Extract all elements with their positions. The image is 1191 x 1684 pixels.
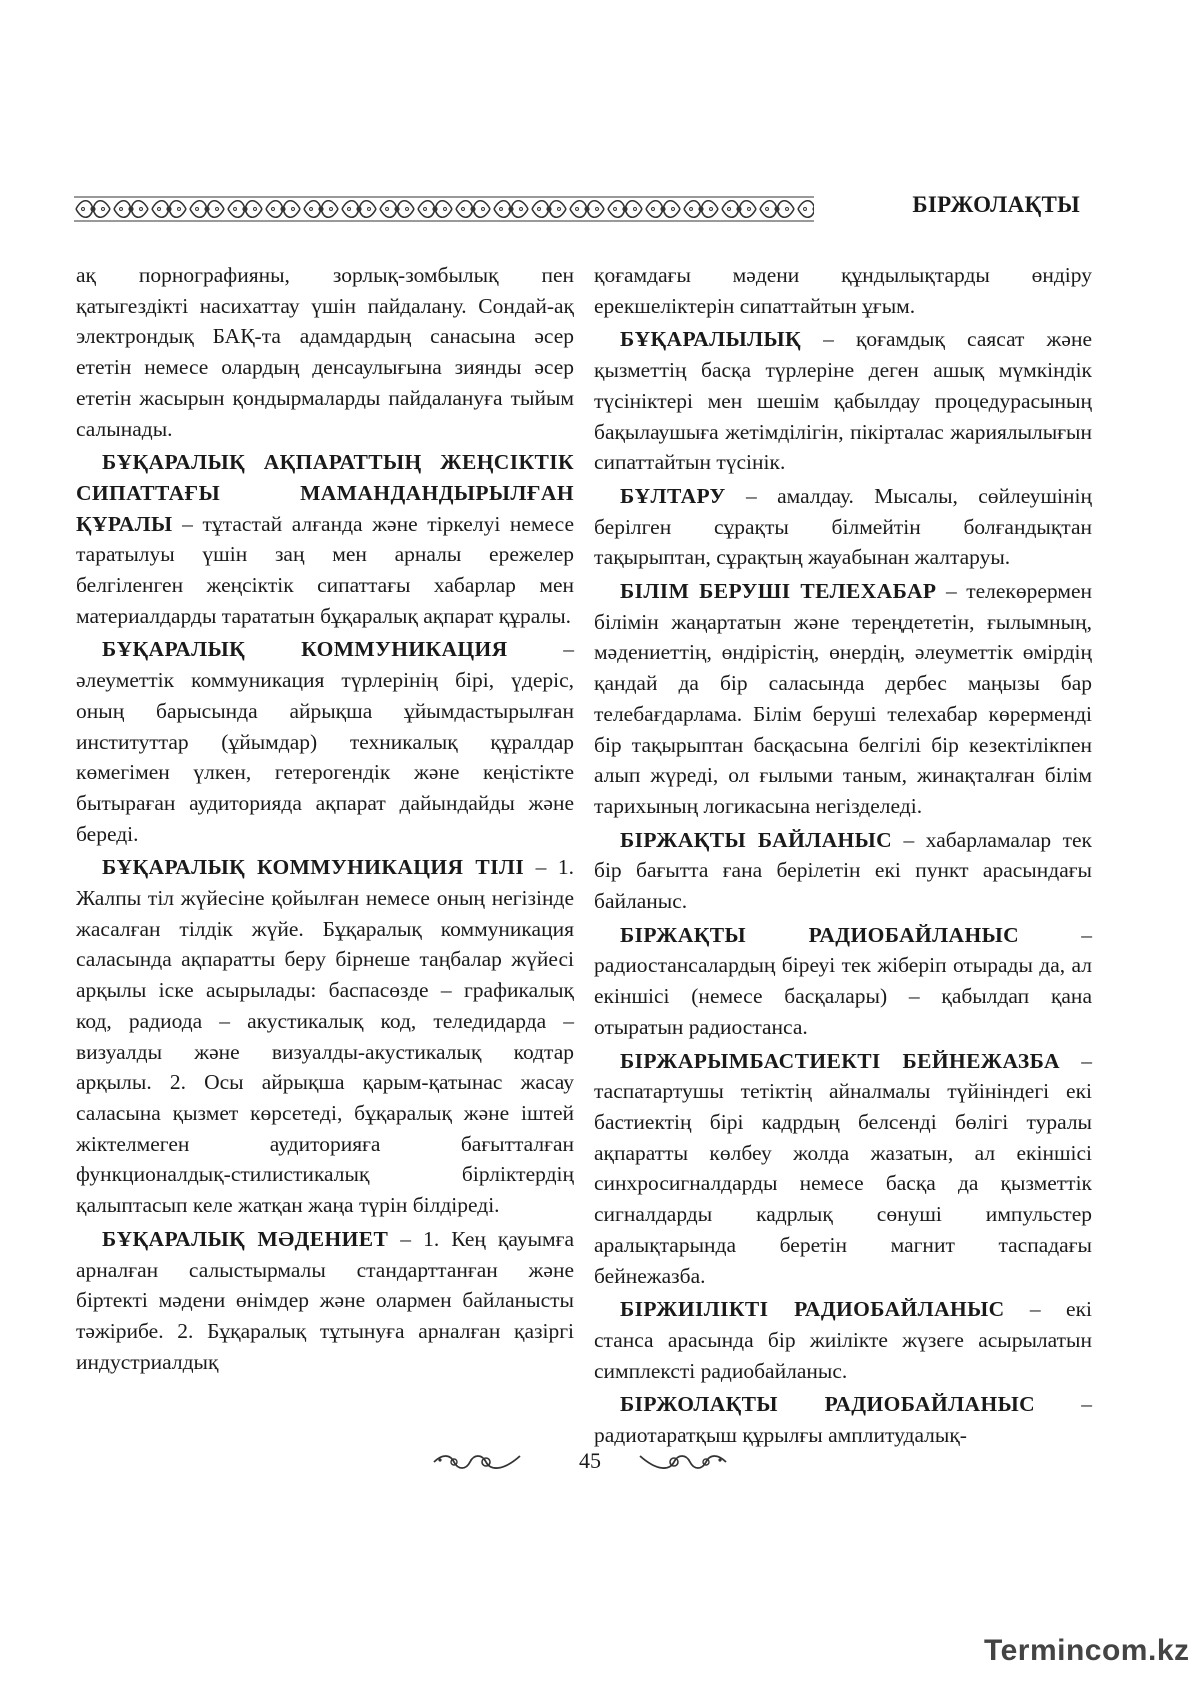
entry-term: БІРЖАРЫМБАСТИЕКТІ БЕЙНЕЖАЗБА — [620, 1048, 1060, 1073]
dictionary-entry — [594, 576, 1092, 822]
entry-definition: – 1. Кең қауымға арналған салыстырмалы стандарттанған және біртекті мәдени өнімдер және олармен байланысты тәжірибе. 2. Бұқаралық тұтынуға арналған қазіргі индустриалдық — [76, 1226, 574, 1374]
dictionary-entry — [76, 634, 574, 849]
entry-term: БҰҚАРАЛЫЛЫҚ — [620, 327, 802, 352]
page-footer — [0, 1442, 1191, 1482]
entry-definition: – радиостансалардың біреуі тек жіберіп отырады да, ал екіншісі (немесе басқалары) – қабылдап қана отыратын радиостанса. — [594, 922, 1093, 1039]
scroll-ornament-right-icon — [636, 1450, 728, 1474]
entry-term: БІЛІМ БЕРУШІ ТЕЛЕХАБАР — [620, 579, 937, 604]
entry-definition: – радиотаратқыш құрылғы амплитудалық- — [594, 1392, 1093, 1448]
entry-definition: – таспатартушы тетіктің айналмалы түйініндегі екі бастиектің бірі кадрдың белсенді бөлігі туралы ақпаратты көлбеу жолда жазатын, ал екіншісі синхросигналдарды немесе басқа да қызметтік сигналдарды кадрлық сөнуші импульстер аралықтарында беретін магнит таспадағы бейнежазба. — [594, 1048, 1092, 1288]
entry-term: БҰЛТАРУ — [620, 483, 726, 508]
termincom-logo-icon — [962, 1626, 1190, 1674]
right-column — [594, 260, 1092, 1451]
entry-term: БІРЖОЛАҚТЫ РАДИОБАЙЛАНЫС — [620, 1392, 1036, 1417]
entry-term: БҰҚАРАЛЫҚ КОММУНИКАЦИЯ — [102, 637, 508, 662]
dictionary-entry — [76, 447, 574, 631]
entry-continuation: қоғамдағы мәдени құндылықтарды өндіру ерекшеліктерін сипаттайтын ұғым. — [594, 263, 1092, 318]
entry-definition: – қоғамдық саясат және қызметтің басқа түрлеріне деген ашық мүмкіндік түсініктері мен шешім қабылдау процедурасының бақылаушыға жетімділігін, пікірталас жариялылығын сипаттайтын түсінік. — [594, 327, 1092, 475]
entry-term: БҰҚАРАЛЫҚ АҚПАРАТТЫҢ ЖЕҢСІКТІК СИПАТТАҒЫ МАМАНДАНДЫРЫЛҒАН ҚҰРАЛЫ — [76, 450, 574, 536]
page-number: 45 — [579, 1448, 601, 1473]
entry-definition: – екі станса арасында бір жиілікте жүзеге асырылатын симплексті радиобайланыс. — [594, 1297, 1092, 1383]
entry-definition: – хабарламалар тек бір бағытта ғана берілетін екі пункт арасындағы байланыс. — [594, 827, 1092, 914]
dictionary-entry — [594, 481, 1092, 573]
dictionary-entry — [76, 1224, 574, 1378]
entry-definition: – 1. Жалпы тіл жүйесіне қойылған немесе оның негізінде жасалған тілдік жүйе. Бұқаралық коммуникация саласында ақпаратты беру бірнеше таңбалар жүйесі арқылы іске асырылады: баспасөзде – графикалық код, радиода – акустикалық код, теледидарда – визуалды және визуалды-акустикалық кодтар арқылы. 2. Осы айрықша қарым-қатынас жасау саласына қызмет көрсетеді, бұқаралық және іштей жіктелмеген аудиторияға бағытталған функционалдық-стилистикалық бірліктердің қалыптасып келе жатқан жаңа түрін білдіреді. — [76, 855, 574, 1218]
watermark-text: Termincom.kz — [984, 1634, 1190, 1667]
entry-definition: – телекөрермен білімін жаңартатын және тереңдететін, ғылымның, мәдениеттің, өндірістің, өнердің, әлеуметтік өмірдің қандай да бір саласында дербес маңызы бар телебағдарлама. Білім беруші телехабар көрерменді бір тақырыптан басқасына белгілі бір кезектілікпен алып жүреді, ол ғылыми таным, жинақталған білім тарихының логикасына негізделеді. — [594, 579, 1092, 818]
running-head: БІРЖОЛАҚТЫ — [912, 192, 1080, 217]
entry-definition: – әлеуметтік коммуникация түрлерінің бірі, үдеріс, оның барысында айрықша ұйымдастырылған институттар (ұйымдар) техникалық құралдар көмегімен үлкен, гетерогендік және кеңістікте бытыраған аудиторияда ақпарат дайындайды және береді. — [76, 637, 574, 846]
entry-definition: – тұтастай алғанда және тіркелуі немесе таратылуы үшін заң мен арналы ережелер белгіленген жеңсіктік сипаттағы хабарлар мен материалдарды тарататын бұқаралық ақпарат құралы. — [76, 511, 574, 628]
left-column — [76, 260, 574, 1377]
ornamental-border-icon — [74, 196, 814, 222]
entry-term: БІРЖАҚТЫ РАДИОБАЙЛАНЫС — [620, 922, 1020, 947]
dictionary-entry — [76, 852, 574, 1220]
entry-term: БҰҚАРАЛЫҚ МӘДЕНИЕТ — [102, 1226, 389, 1251]
dictionary-entry — [594, 324, 1092, 478]
entry-continuation: ақ порнографияны, зорлық-зомбылық пен қатыгездікті насихаттау үшін пайдалану. Сондай-ақ электрондық БАҚ-та адамдардың санасына әсер ететін немесе олардың денсаулығына зиянды әсер ететін жасырын қондырмаларды пайдалануға тыйым салынады. — [76, 263, 574, 441]
dictionary-entry — [594, 1046, 1092, 1292]
entry-term: БҰҚАРАЛЫҚ КОММУНИКАЦИЯ ТІЛІ — [102, 855, 525, 880]
entry-definition: – амалдау. Мысалы, сөйлеушінің берілген сұрақты білмейтін болғандықтан тақырыптан, сұрақтың жауабынан жалтаруы. — [594, 483, 1092, 570]
dictionary-entry — [594, 825, 1092, 917]
dictionary-entry — [594, 1294, 1092, 1386]
entry-term: БІРЖАҚТЫ БАЙЛАНЫС — [620, 827, 893, 852]
entry-term: БІРЖИІЛІКТІ РАДИОБАЙЛАНЫС — [620, 1297, 1005, 1322]
dictionary-entry — [594, 920, 1092, 1043]
scroll-ornament-left-icon — [432, 1450, 524, 1474]
